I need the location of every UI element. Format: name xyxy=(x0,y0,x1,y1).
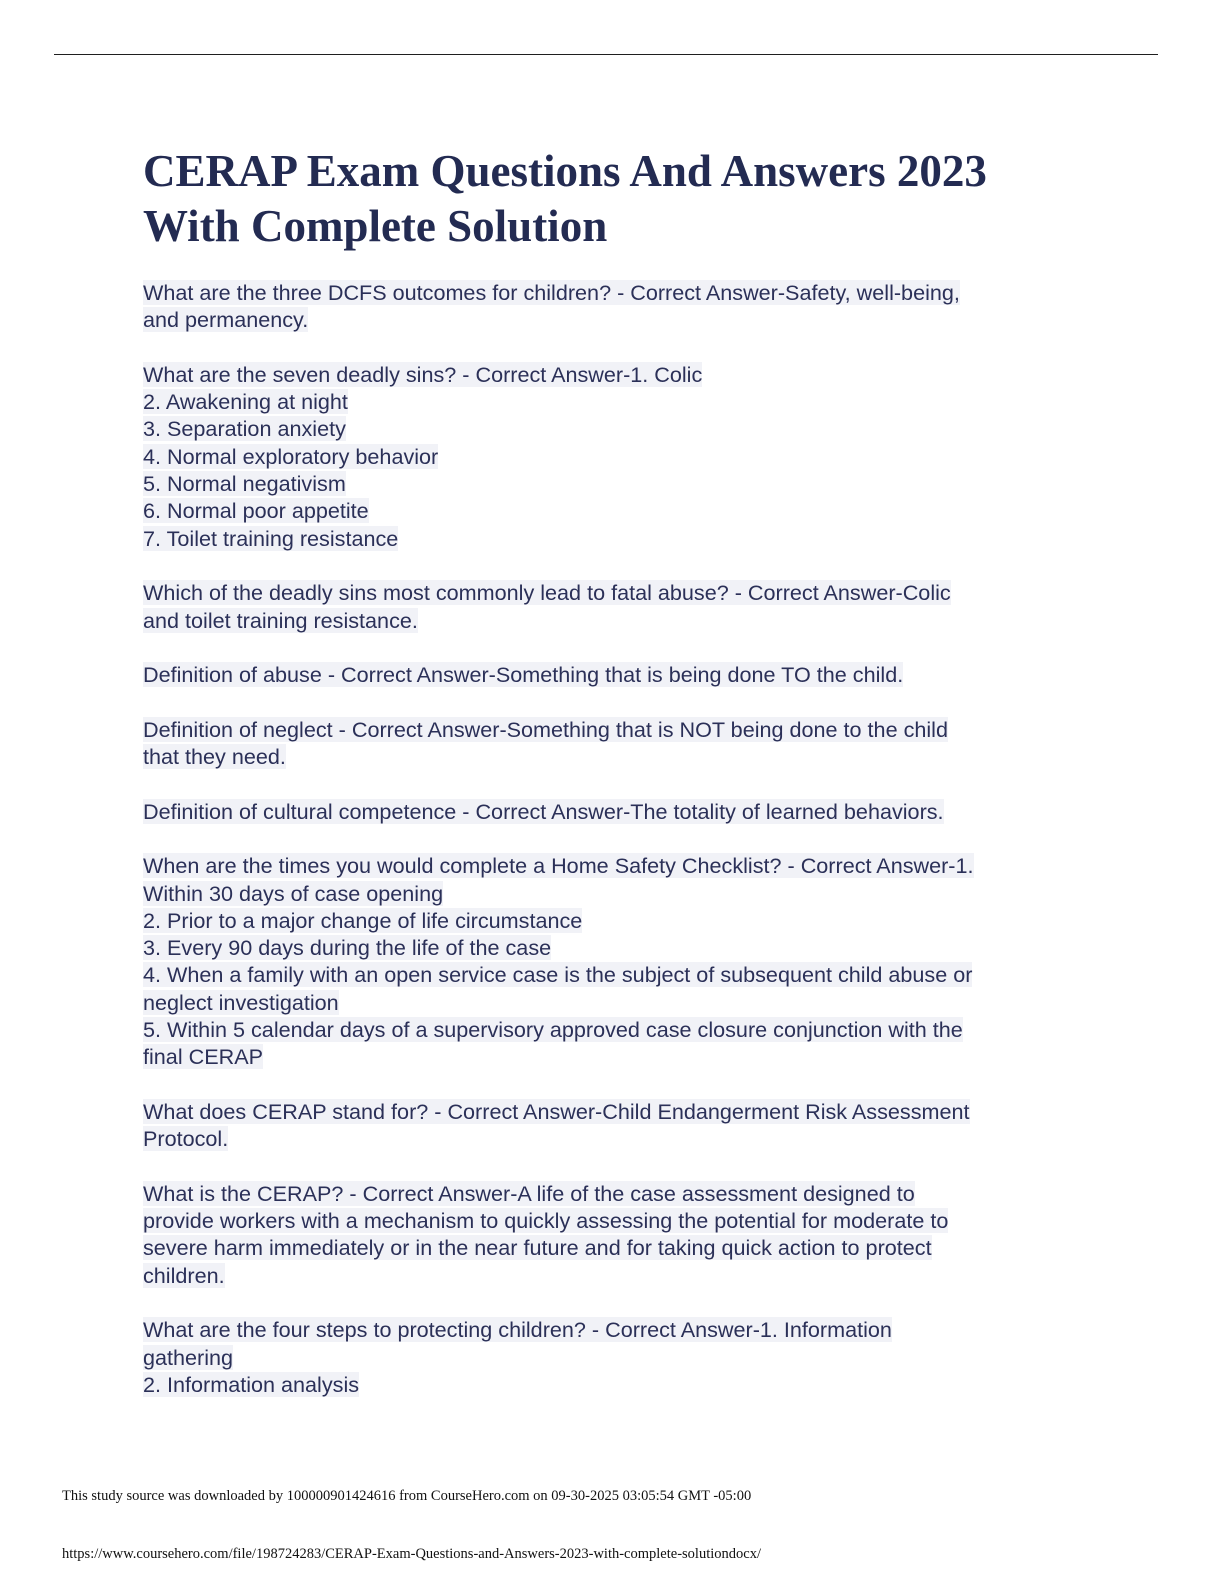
qa-line-text: Protocol. xyxy=(143,1126,229,1152)
qa-line-text: 2. Awakening at night xyxy=(143,389,348,415)
qa-line xyxy=(143,470,1073,497)
qa-item xyxy=(143,1316,1073,1398)
qa-line-text: 4. When a family with an open service case is the subject of subsequent child abuse or xyxy=(143,962,973,988)
qa-line-text: 4. Normal exploratory behavior xyxy=(143,443,439,469)
qa-line-text: neglect investigation xyxy=(143,989,339,1015)
qa-line xyxy=(143,579,1073,606)
qa-line-text: 5. Within 5 calendar days of a supervisory approved case closure conjunction with the xyxy=(143,1017,963,1043)
download-note: This study source was downloaded by 100000901424616 from CourseHero.com on 09-30-2025 03:05:54 GMT -05:00 xyxy=(62,1488,752,1504)
qa-line-text: 3. Separation anxiety xyxy=(143,416,346,442)
qa-line-text: 7. Toilet training resistance xyxy=(143,525,399,551)
qa-line-text: 2. Information analysis xyxy=(143,1371,360,1397)
qa-list xyxy=(143,279,1073,1425)
qa-line-text: and toilet training resistance. xyxy=(143,607,418,633)
qa-line-text: Within 30 days of case opening xyxy=(143,880,444,906)
qa-item xyxy=(143,361,1073,552)
qa-line-text: and permanency. xyxy=(143,307,309,333)
qa-line-text: What does CERAP stand for? - Correct Answer-Child Endangerment Risk Assessment xyxy=(143,1098,970,1124)
qa-item xyxy=(143,661,1073,688)
qa-line xyxy=(143,1344,1073,1371)
qa-line-text: When are the times you would complete a Home Safety Checklist? - Correct Answer-1. xyxy=(143,853,974,879)
title-line-1: CERAP Exam Questions And Answers 2023 xyxy=(143,146,987,196)
qa-line xyxy=(143,1234,1073,1261)
qa-line xyxy=(143,798,1073,825)
qa-line-text: that they need. xyxy=(143,744,286,770)
qa-line-text: Definition of abuse - Correct Answer-Something that is being done TO the child. xyxy=(143,662,904,688)
qa-line-text: 3. Every 90 days during the life of the case xyxy=(143,935,552,961)
header-rule xyxy=(54,54,1158,55)
qa-line-text: children. xyxy=(143,1262,225,1288)
qa-line xyxy=(143,989,1073,1016)
qa-line xyxy=(143,1371,1073,1398)
qa-line-text: What are the three DCFS outcomes for children? - Correct Answer-Safety, well-being, xyxy=(143,280,960,305)
qa-item xyxy=(143,852,1073,1070)
qa-line xyxy=(143,852,1073,879)
qa-line xyxy=(143,1043,1073,1070)
title-line-2: With Complete Solution xyxy=(143,201,608,251)
qa-line-text: Which of the deadly sins most commonly lead to fatal abuse? - Correct Answer-Colic xyxy=(143,580,951,606)
qa-line-text: provide workers with a mechanism to quickly assessing the potential for moderate to xyxy=(143,1208,949,1234)
qa-line xyxy=(143,880,1073,907)
qa-item xyxy=(143,579,1073,634)
qa-line xyxy=(143,306,1073,333)
qa-line-text: What are the seven deadly sins? - Correct Answer-1. Colic xyxy=(143,361,703,387)
qa-line xyxy=(143,1316,1073,1343)
qa-line xyxy=(143,1180,1073,1207)
qa-line xyxy=(143,415,1073,442)
document-title xyxy=(143,144,1103,254)
qa-line xyxy=(143,661,1073,688)
qa-item xyxy=(143,1180,1073,1289)
qa-line xyxy=(143,743,1073,770)
qa-item xyxy=(143,798,1073,825)
qa-line-text: gathering xyxy=(143,1344,234,1370)
qa-line-text: 6. Normal poor appetite xyxy=(143,498,369,524)
qa-line xyxy=(143,497,1073,524)
qa-line xyxy=(143,1016,1073,1043)
qa-item xyxy=(143,1098,1073,1153)
qa-line xyxy=(143,1125,1073,1152)
qa-line-text: 2. Prior to a major change of life circumstance xyxy=(143,907,583,933)
qa-line xyxy=(143,1098,1073,1125)
source-url[interactable]: https://www.coursehero.com/file/198724283/CERAP-Exam-Questions-and-Answers-2023-with-complete-solutiondocx/ xyxy=(62,1546,761,1562)
qa-line xyxy=(143,361,1073,388)
qa-line xyxy=(143,279,1073,306)
qa-item xyxy=(143,716,1073,771)
qa-line-text: What are the four steps to protecting children? - Correct Answer-1. Information xyxy=(143,1317,892,1343)
qa-line xyxy=(143,716,1073,743)
qa-line-text: What is the CERAP? - Correct Answer-A life of the case assessment designed to xyxy=(143,1180,915,1206)
qa-line-text: 5. Normal negativism xyxy=(143,471,346,497)
qa-line-text: Definition of cultural competence - Correct Answer-The totality of learned behaviors. xyxy=(143,798,944,824)
qa-line xyxy=(143,388,1073,415)
qa-line xyxy=(143,443,1073,470)
qa-item xyxy=(143,279,1073,334)
qa-line xyxy=(143,961,1073,988)
qa-line xyxy=(143,1262,1073,1289)
qa-line xyxy=(143,907,1073,934)
qa-line xyxy=(143,607,1073,634)
qa-line xyxy=(143,525,1073,552)
qa-line-text: final CERAP xyxy=(143,1044,264,1070)
qa-line-text: Definition of neglect - Correct Answer-Something that is NOT being done to the child xyxy=(143,716,948,742)
qa-line xyxy=(143,934,1073,961)
qa-line-text: severe harm immediately or in the near future and for taking quick action to protect xyxy=(143,1235,932,1261)
qa-line xyxy=(143,1207,1073,1234)
